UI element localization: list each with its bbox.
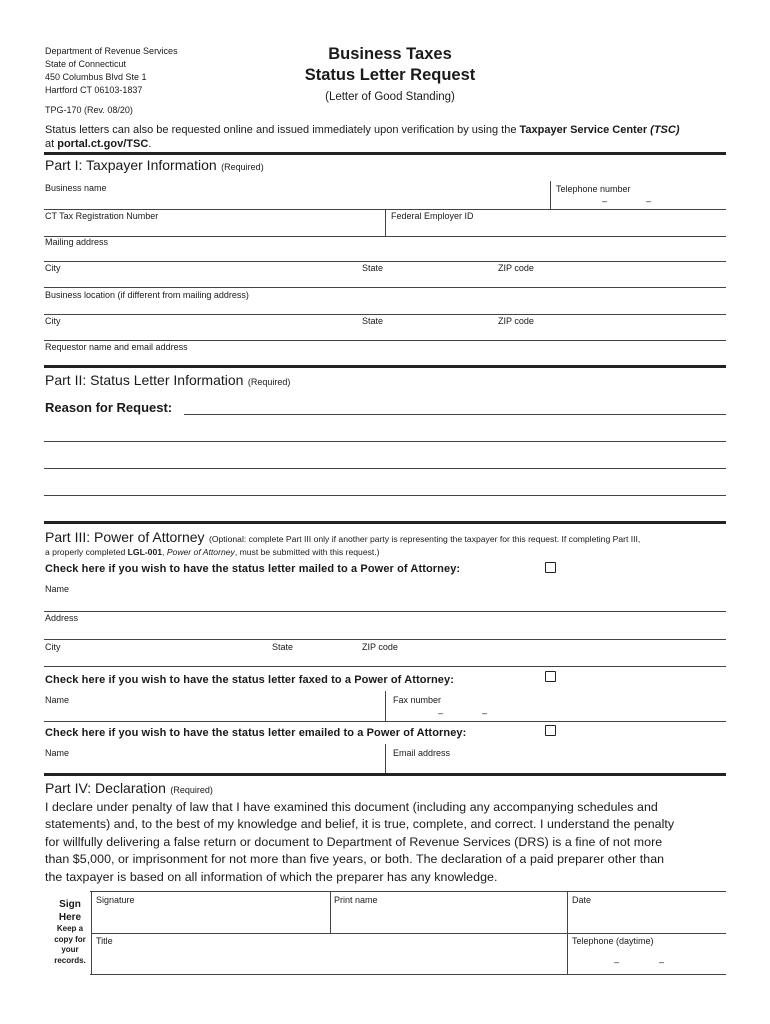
part4-heading [45, 780, 213, 798]
sig-tel-dash2: – [659, 957, 665, 967]
part4-req: (Required) [170, 785, 213, 795]
print-name-label: Print name [334, 895, 378, 905]
intro-period: . [148, 138, 152, 150]
decl-line2: statements) and, to the best of my knowledge and belief, it is true, complete, and correct. I understand the penalty [45, 817, 675, 832]
city-field[interactable] [44, 287, 726, 288]
fax-checkbox[interactable] [545, 671, 556, 682]
agency-line4: Hartford CT 06103-1837 [45, 85, 143, 95]
decl-line4: than $5,000, or imprisonment for not more than five years, or both. The declaration of a paid preparer other than [45, 852, 665, 867]
email-divider [385, 744, 386, 774]
fein-divider [385, 209, 386, 236]
business-name-label: Business name [45, 183, 107, 193]
tel-dash2: – [646, 196, 652, 206]
sign-word1: Sign [59, 899, 81, 910]
tel-divider [550, 181, 551, 209]
telephone-label: Telephone number [556, 184, 631, 194]
intro-text [45, 123, 735, 151]
email-checkbox[interactable] [545, 725, 556, 736]
zip-label-2: ZIP code [498, 316, 534, 326]
location-label: Business location (if different from mailing address) [45, 290, 249, 300]
poa-city-label: City [45, 642, 61, 652]
tsc-link[interactable]: portal.ct.gov/TSC [57, 138, 149, 150]
part4-title: Part IV: Declaration [45, 780, 166, 796]
decl-line3: for willfully delivering a false return or document to Department of Revenue Services (DRS) is a fine of not more [45, 834, 663, 849]
part3-rule [44, 521, 726, 524]
mail-check-label: Check here if you wish to have the status letter mailed to a Power of Attorney: [45, 563, 461, 575]
note2a: a properly completed [45, 547, 128, 557]
location-field[interactable] [44, 314, 726, 315]
agency-line2: State of Connecticut [45, 59, 127, 69]
fax-dash1: – [438, 708, 444, 718]
email-check-label: Check here if you wish to have the status letter emailed to a Power of Attorney: [45, 727, 467, 739]
tel-dash1: – [602, 196, 608, 206]
decl-line1: I declare under penalty of law that I have examined this document (including any accompanying schedules and [45, 800, 658, 814]
note2e: , must be submitted with this request.) [234, 547, 380, 557]
mailing-label: Mailing address [45, 237, 109, 247]
telephone-daytime-label: Telephone (daytime) [572, 936, 654, 946]
signature-label: Signature [96, 895, 135, 905]
agency-line3: 450 Columbus Blvd Ste 1 [45, 72, 147, 82]
poa-address-field[interactable] [44, 639, 726, 640]
part2-heading [45, 372, 290, 390]
intro-bold: Taxpayer Service Center [519, 124, 651, 136]
poa-city-field[interactable] [44, 666, 726, 667]
sign-top-rule [90, 891, 726, 892]
title-line1: Business Taxes [328, 45, 452, 63]
keep-copy [48, 924, 92, 966]
title-field[interactable] [90, 974, 726, 975]
form-subtitle: (Letter of Good Standing) [325, 91, 455, 103]
fax-dash2: – [482, 708, 488, 718]
title-label: Title [96, 936, 113, 946]
ct-tax-field[interactable] [44, 236, 726, 237]
intro-bold-italic: (TSC) [650, 124, 680, 136]
city-label: City [45, 263, 61, 273]
fax-number-label: Fax number [393, 695, 442, 705]
poa-zip-label: ZIP code [362, 642, 398, 652]
note2c: , [162, 547, 167, 557]
fax-divider [385, 691, 386, 721]
signature-field[interactable] [91, 933, 726, 934]
part2-title: Part II: Status Letter Information [45, 372, 244, 388]
state-label: State [362, 263, 384, 273]
requestor-label: Requestor name and email address [45, 342, 188, 352]
fax-field[interactable] [44, 721, 726, 722]
fein-label: Federal Employer ID [391, 211, 474, 221]
part3-title: Part III: Power of Attorney [45, 529, 205, 545]
email-address-label: Email address [393, 748, 451, 758]
mail-checkbox[interactable] [545, 562, 556, 573]
city-field-2[interactable] [44, 340, 726, 341]
sig-tel-dash1: – [614, 957, 620, 967]
sign-word2: Here [58, 912, 82, 923]
part1-rule [44, 152, 726, 155]
poa-state-label: State [272, 642, 294, 652]
form-title [270, 44, 510, 86]
agency-address [45, 45, 178, 97]
poa-name-field[interactable] [44, 611, 726, 612]
mailing-field[interactable] [44, 261, 726, 262]
part1-title: Part I: Taxpayer Information [45, 157, 217, 173]
sign-here [48, 898, 92, 924]
intro-text1: Status letters can also be requested online and issued immediately upon verification by using the [45, 124, 520, 136]
reason-line-4[interactable] [44, 495, 726, 496]
email-name-label: Name [45, 748, 70, 758]
keep4: records. [54, 955, 86, 965]
keep1: Keep a [56, 924, 84, 933]
reason-label: Reason for Request: [45, 400, 173, 415]
declaration-text [45, 799, 735, 886]
decl-line5: the taxpayer is based on all information of which the preparer has any knowledge. [45, 869, 498, 884]
part3-note2 [45, 547, 380, 557]
reason-line-3[interactable] [44, 468, 726, 469]
part2-req: (Required) [247, 377, 291, 387]
keep3: your [61, 945, 79, 954]
form-id: TPG-170 (Rev. 08/20) [45, 105, 133, 115]
date-label: Date [572, 895, 592, 905]
part3-heading [45, 529, 640, 547]
agency-line1: Department of Revenue Services [45, 46, 178, 56]
sig-divider [330, 891, 331, 933]
poa-address-label: Address [45, 613, 79, 623]
part4-rule [44, 773, 726, 776]
ct-tax-label: CT Tax Registration Number [45, 211, 159, 221]
reason-line-2[interactable] [44, 441, 726, 442]
part1-req: (Required) [221, 162, 264, 172]
note2d: Power of Attorney [166, 547, 235, 557]
part1-heading [45, 157, 264, 175]
state-label-2: State [362, 316, 384, 326]
fax-check-label: Check here if you wish to have the status letter faxed to a Power of Attorney: [45, 674, 454, 686]
keep2: copy for [54, 934, 86, 944]
part3-note1: (Optional: complete Part III only if another party is representing the taxpayer for this request. If completing Part III, [208, 534, 641, 544]
poa-name-label: Name [45, 584, 70, 594]
zip-label: ZIP code [498, 263, 534, 273]
intro-at: at [45, 138, 58, 150]
fax-name-label: Name [45, 695, 70, 705]
note2b: LGL-001 [127, 547, 163, 557]
city-label-2: City [45, 316, 61, 326]
title-line2: Status Letter Request [304, 66, 476, 84]
reason-line-1[interactable] [184, 414, 726, 415]
part2-rule [44, 365, 726, 368]
